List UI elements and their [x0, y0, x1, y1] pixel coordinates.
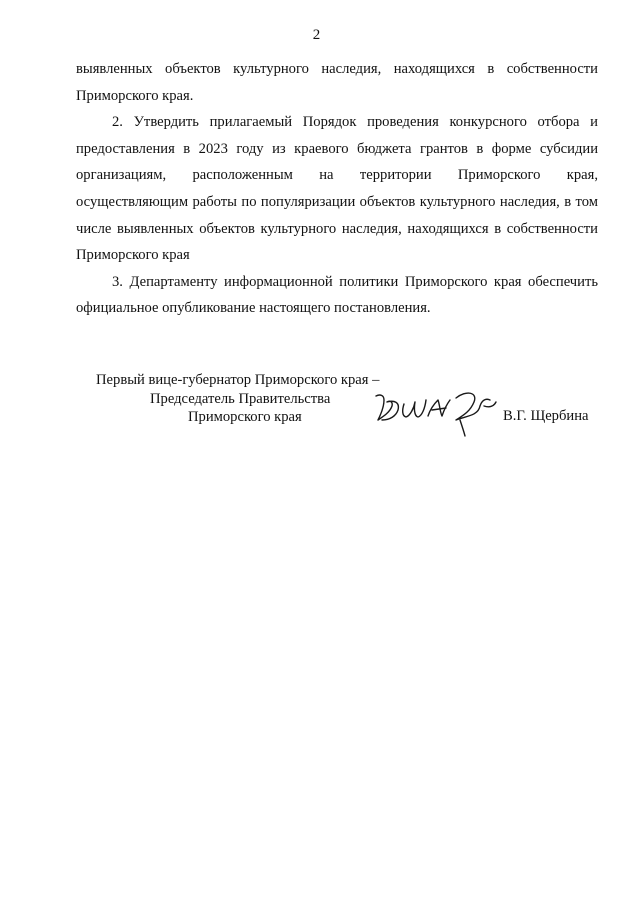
signatory-title-line-1: Первый вице-губернатор Приморского края –: [96, 372, 380, 388]
page-number: 2: [312, 27, 321, 43]
signatory-title-line-3: Приморского края: [188, 409, 302, 425]
document-body: [76, 56, 598, 322]
signatory-name: В.Г. Щербина: [503, 408, 589, 424]
paragraph-item-2: 2. Утвердить прилагаемый Порядок проведения конкурсного отбора и предоставления в 2023 году из краевого бюджета грантов в форме субсидии организациям, расположенным на территории Приморского края, осуществляющим работы по популяризации объектов культурного наследия, в том числе выявленных объектов культурного наследия, находящихся в собственности Приморского края: [76, 114, 598, 264]
paragraph-item-3: 3. Департаменту информационной политики Приморского края обеспечить официальное опубликование настоящего постановления.: [76, 273, 598, 317]
handwritten-signature: [370, 386, 500, 438]
signatory-title-line-2: Председатель Правительства: [150, 391, 331, 407]
paragraph-continuation: выявленных объектов культурного наследия, находящихся в собственности Приморского края.: [76, 61, 598, 104]
